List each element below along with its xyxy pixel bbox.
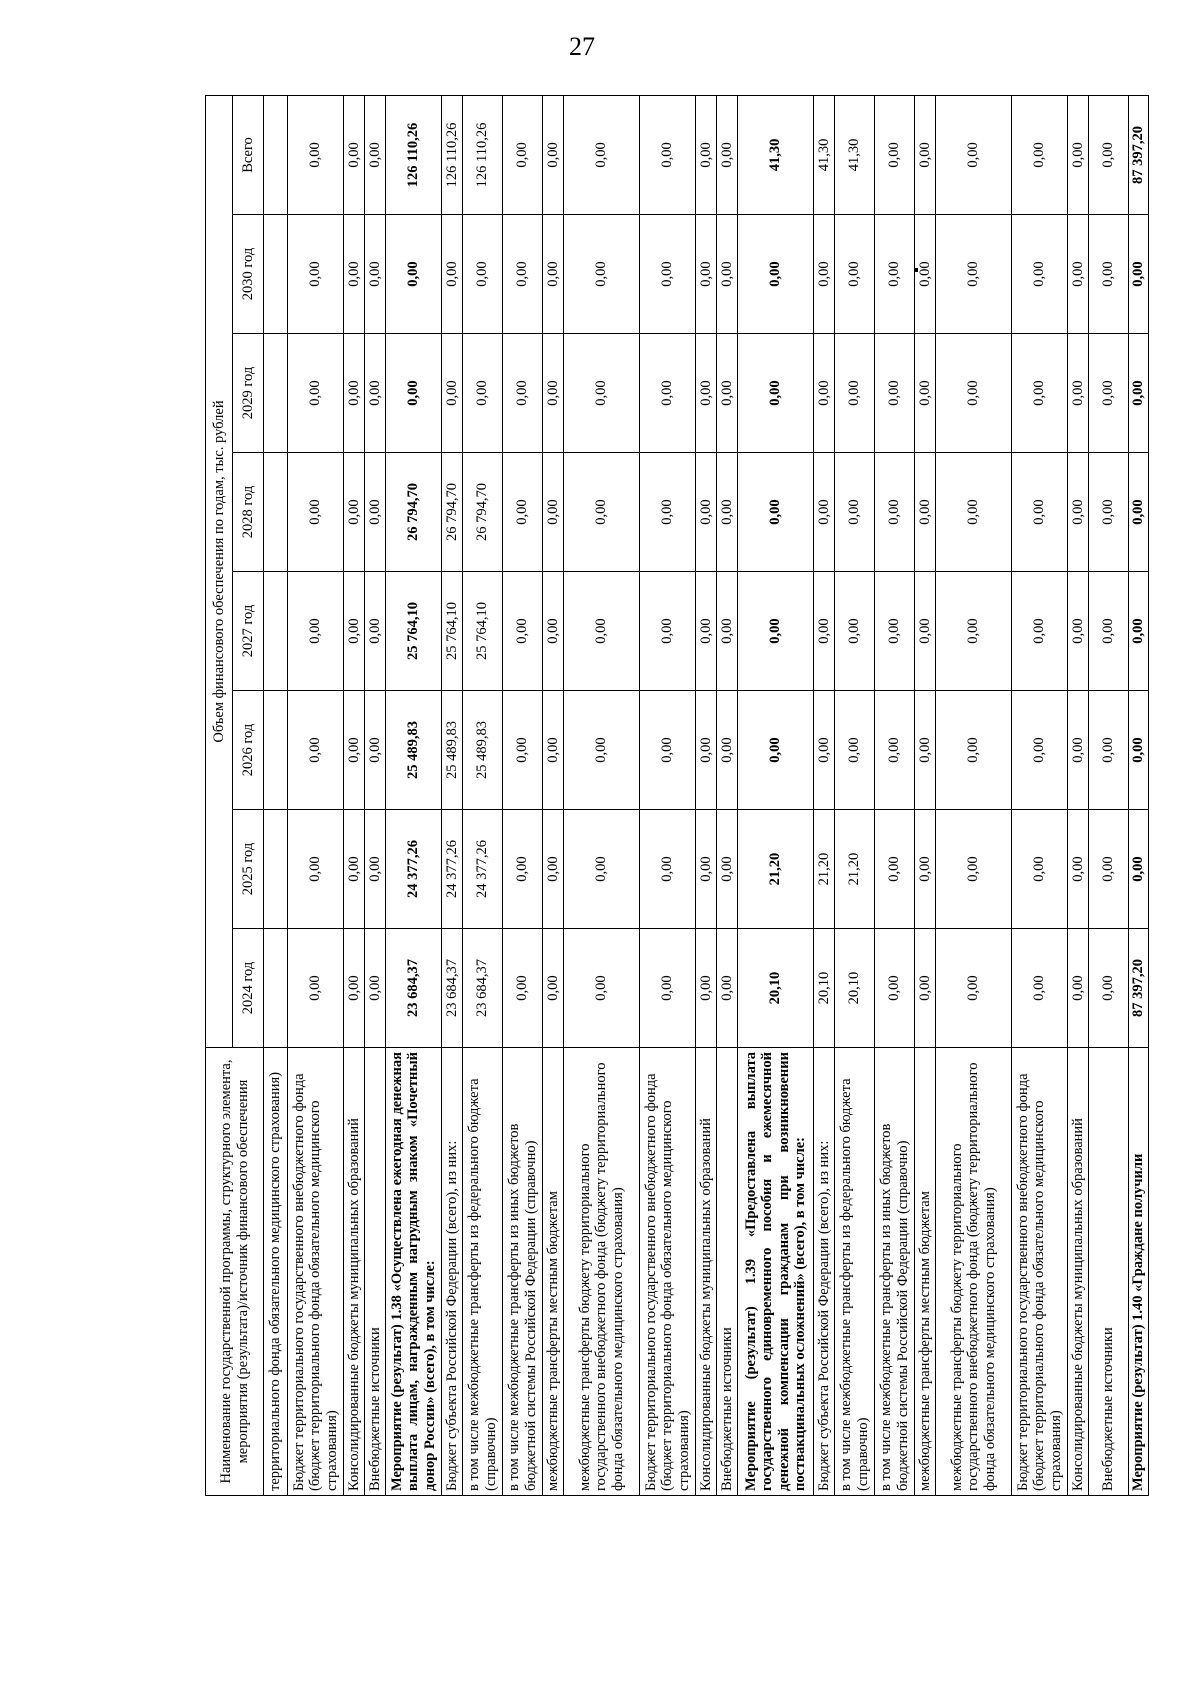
row-value-cell: 0,00 xyxy=(1089,572,1129,691)
row-value-cell: 0,00 xyxy=(814,334,835,453)
row-value-cell: 0,00 xyxy=(564,215,640,334)
row-value-cell: 0,00 xyxy=(1068,215,1089,334)
row-value-cell: 24 377,26 xyxy=(386,810,442,929)
row-value-cell: 0,00 xyxy=(288,334,344,453)
table-row xyxy=(463,95,503,1495)
row-value-cell: 0,00 xyxy=(1089,691,1129,810)
row-value-cell: 0,00 xyxy=(1089,453,1129,572)
row-value-cell: 0,00 xyxy=(1129,691,1149,810)
row-value-cell: 0,00 xyxy=(288,215,344,334)
row-value-cell: 0,00 xyxy=(835,453,875,572)
table-row xyxy=(386,95,442,1495)
row-value-cell: 0,00 xyxy=(288,453,344,572)
row-value-cell: 0,00 xyxy=(386,215,442,334)
row-value-cell: 0,00 xyxy=(564,572,640,691)
table-row xyxy=(264,95,288,1495)
row-value-cell: 0,00 xyxy=(1129,453,1149,572)
row-value-cell: 87 397,20 xyxy=(1129,95,1149,214)
row-value-cell: 0,00 xyxy=(503,810,543,929)
table-row xyxy=(835,95,875,1495)
row-value-cell: 0,00 xyxy=(1129,572,1149,691)
row-value-cell: 0,00 xyxy=(640,572,696,691)
row-value-cell xyxy=(264,95,288,214)
row-value-cell: 0,00 xyxy=(835,215,875,334)
row-value-cell: 0,00 xyxy=(543,453,564,572)
table-row xyxy=(442,95,463,1495)
row-value-cell: 0,00 xyxy=(875,810,915,929)
row-value-cell: 0,00 xyxy=(1129,810,1149,929)
row-source-name: Мероприятие (результат) 1.38 «Осуществлена ежегодная денежная выплата лицам, награжденным нагрудным знаком «Почетный донор России» (всего), в том числе: xyxy=(386,1048,442,1496)
row-value-cell: 0,00 xyxy=(543,810,564,929)
financing-table-rotated xyxy=(205,96,1147,1496)
row-value-cell: 87 397,20 xyxy=(1129,929,1149,1048)
row-value-cell: 0,00 xyxy=(875,691,915,810)
row-value-cell: 0,00 xyxy=(386,334,442,453)
header-total: Всего xyxy=(233,95,264,214)
row-value-cell: 0,00 xyxy=(564,810,640,929)
row-source-name: Внебюджетные источники xyxy=(365,1048,386,1496)
row-value-cell: 0,00 xyxy=(915,691,936,810)
row-value-cell: 0,00 xyxy=(344,691,365,810)
row-value-cell: 0,00 xyxy=(365,215,386,334)
row-value-cell: 0,00 xyxy=(640,453,696,572)
row-value-cell: 126 110,26 xyxy=(463,95,503,214)
row-value-cell: 25 489,83 xyxy=(386,691,442,810)
row-value-cell: 21,20 xyxy=(835,810,875,929)
row-value-cell: 24 377,26 xyxy=(442,810,463,929)
row-value-cell: 0,00 xyxy=(875,929,915,1048)
row-value-cell: 0,00 xyxy=(717,95,738,214)
row-value-cell: 0,00 xyxy=(875,95,915,214)
header-financing-group: Объем финансового обеспечения по годам, тыс. рублей xyxy=(206,95,233,1047)
row-value-cell: 21,20 xyxy=(814,810,835,929)
row-source-name: Бюджет территориального государственного внебюджетного фонда (бюджет территориального фонда обязательного медицинского страхования) xyxy=(640,1048,696,1496)
row-value-cell: 0,00 xyxy=(1089,95,1129,214)
table-row xyxy=(288,95,344,1495)
row-value-cell: 0,00 xyxy=(288,810,344,929)
row-value-cell: 0,00 xyxy=(915,810,936,929)
row-value-cell xyxy=(264,929,288,1048)
row-value-cell: 0,00 xyxy=(936,810,1012,929)
table-row xyxy=(814,95,835,1495)
row-value-cell: 0,00 xyxy=(1089,929,1129,1048)
row-value-cell: 0,00 xyxy=(717,572,738,691)
row-value-cell: 0,00 xyxy=(696,453,717,572)
row-value-cell: 0,00 xyxy=(564,334,640,453)
page-number: 27 xyxy=(569,32,595,61)
row-value-cell: 26 794,70 xyxy=(463,453,503,572)
row-value-cell xyxy=(264,572,288,691)
row-value-cell: 23 684,37 xyxy=(442,929,463,1048)
row-source-name: Бюджет территориального государственного внебюджетного фонда (бюджет территориального фонда обязательного медицинского страхования) xyxy=(288,1048,344,1496)
header-year-2026: 2026 год xyxy=(233,691,264,810)
table-body xyxy=(264,95,1149,1495)
row-value-cell: 0,00 xyxy=(1012,572,1068,691)
row-value-cell: 0,00 xyxy=(543,215,564,334)
row-value-cell: 0,00 xyxy=(738,572,814,691)
row-value-cell: 0,00 xyxy=(696,572,717,691)
row-source-name: межбюджетные трансферты бюджету территориального государственного внебюджетного фонда (бюджету территориального фонда обязательного медицинского страхования) xyxy=(564,1048,640,1496)
row-value-cell: 0,00 xyxy=(1012,453,1068,572)
header-year-2028: 2028 год xyxy=(233,453,264,572)
row-source-name: в том числе межбюджетные трансферты из федерального бюджета (справочно) xyxy=(835,1048,875,1496)
row-value-cell: 0,00 xyxy=(1089,810,1129,929)
row-value-cell: 0,00 xyxy=(717,334,738,453)
row-value-cell: 0,00 xyxy=(814,215,835,334)
header-year-2025: 2025 год xyxy=(233,810,264,929)
row-value-cell: 0,00 xyxy=(1012,215,1068,334)
row-value-cell: 0,00 xyxy=(936,453,1012,572)
row-value-cell: 0,00 xyxy=(365,95,386,214)
row-value-cell: 24 377,26 xyxy=(463,810,503,929)
row-value-cell: 0,00 xyxy=(503,572,543,691)
row-value-cell: 0,00 xyxy=(543,572,564,691)
header-year-2027: 2027 год xyxy=(233,572,264,691)
table-row xyxy=(738,95,814,1495)
row-value-cell: 0,00 xyxy=(503,453,543,572)
row-value-cell: 0,00 xyxy=(1068,95,1089,214)
row-value-cell: 26 794,70 xyxy=(386,453,442,572)
row-value-cell: 23 684,37 xyxy=(463,929,503,1048)
row-value-cell xyxy=(264,810,288,929)
table-row xyxy=(1129,95,1149,1495)
row-value-cell: 0,00 xyxy=(717,810,738,929)
row-value-cell: 0,00 xyxy=(936,95,1012,214)
row-value-cell: 0,00 xyxy=(344,453,365,572)
row-value-cell: 0,00 xyxy=(442,334,463,453)
row-value-cell: 0,00 xyxy=(344,95,365,214)
row-source-name: Консолидированные бюджеты муниципальных образований xyxy=(696,1048,717,1496)
header-name-column: Наименование государственной программы, структурного элемента, мероприятия (результата)/источник финансового обеспечения xyxy=(206,1048,264,1496)
row-value-cell: 25 764,10 xyxy=(463,572,503,691)
row-value-cell: 0,00 xyxy=(696,95,717,214)
row-value-cell: 0,00 xyxy=(738,453,814,572)
row-value-cell: 0,00 xyxy=(365,810,386,929)
row-value-cell: 0,00 xyxy=(696,810,717,929)
row-value-cell: 25 764,10 xyxy=(386,572,442,691)
row-value-cell: 0,00 xyxy=(463,215,503,334)
row-value-cell: 0,00 xyxy=(640,929,696,1048)
table-row xyxy=(503,95,543,1495)
row-value-cell: 0,00 xyxy=(1068,810,1089,929)
row-value-cell: 25 764,10 xyxy=(442,572,463,691)
row-value-cell: 0,00 xyxy=(738,215,814,334)
row-value-cell: 0,00 xyxy=(564,691,640,810)
row-value-cell: 0,00 xyxy=(365,691,386,810)
row-value-cell: 0,00 xyxy=(365,572,386,691)
row-value-cell: 0,00 xyxy=(503,215,543,334)
row-source-name: межбюджетные трансферты местным бюджетам xyxy=(543,1048,564,1496)
header-year-2030: 2030 год xyxy=(233,215,264,334)
row-value-cell: 0,00 xyxy=(875,572,915,691)
row-value-cell: 0,00 xyxy=(1068,572,1089,691)
row-source-name: территориального фонда обязательного медицинского страхования) xyxy=(264,1048,288,1496)
row-value-cell: 0,00 xyxy=(915,334,936,453)
row-value-cell: 0,00 xyxy=(344,810,365,929)
row-value-cell: 0,00 xyxy=(717,691,738,810)
table-row xyxy=(344,95,365,1495)
table-row xyxy=(1012,95,1068,1495)
row-value-cell: 41,30 xyxy=(738,95,814,214)
row-value-cell: 0,00 xyxy=(1012,929,1068,1048)
table-row xyxy=(543,95,564,1495)
row-value-cell: 0,00 xyxy=(936,334,1012,453)
row-value-cell: 0,00 xyxy=(835,691,875,810)
row-value-cell xyxy=(264,691,288,810)
row-value-cell: 0,00 xyxy=(936,572,1012,691)
table-row xyxy=(564,95,640,1495)
row-value-cell: 23 684,37 xyxy=(386,929,442,1048)
table-row xyxy=(365,95,386,1495)
row-value-cell: 0,00 xyxy=(365,334,386,453)
row-value-cell: 0,00 xyxy=(1089,334,1129,453)
row-value-cell: 20,10 xyxy=(835,929,875,1048)
row-value-cell: 21,20 xyxy=(738,810,814,929)
row-value-cell: 0,00 xyxy=(1068,691,1089,810)
row-value-cell: 0,00 xyxy=(1068,334,1089,453)
row-value-cell: 0,00 xyxy=(543,691,564,810)
row-value-cell: 0,00 xyxy=(915,95,936,214)
row-value-cell: 0,00 xyxy=(936,929,1012,1048)
row-source-name: в том числе межбюджетные трансферты из федерального бюджета (справочно) xyxy=(463,1048,503,1496)
row-value-cell: 0,00 xyxy=(738,334,814,453)
row-value-cell: 0,00 xyxy=(696,691,717,810)
row-value-cell: 0,00 xyxy=(288,691,344,810)
row-value-cell: 0,00 xyxy=(696,215,717,334)
row-source-name: в том числе межбюджетные трансферты из иных бюджетов бюджетной системы Российской Федерации (справочно) xyxy=(503,1048,543,1496)
row-value-cell: 0,00 xyxy=(442,215,463,334)
row-value-cell: 0,00 xyxy=(344,334,365,453)
row-source-name: Бюджет субъекта Российской Федерации (всего), из них: xyxy=(442,1048,463,1496)
row-value-cell: 0,00 xyxy=(543,929,564,1048)
table-header xyxy=(206,95,264,1495)
row-value-cell: 0,00 xyxy=(738,691,814,810)
row-value-cell: 26 794,70 xyxy=(442,453,463,572)
row-value-cell: 0,00 xyxy=(814,691,835,810)
row-source-name: Мероприятие (результат) 1.39 «Предоставлена выплата государственного единовременного пособия и ежемесячной денежной компенсации гражданам при возникновении поствакцинальных осложнений» (всего), в том числе: xyxy=(738,1048,814,1496)
row-value-cell: 0,00 xyxy=(936,691,1012,810)
table-row xyxy=(696,95,717,1495)
row-source-name: Бюджет территориального государственного внебюджетного фонда (бюджет территориального фонда обязательного медицинского страхования) xyxy=(1012,1048,1068,1496)
row-value-cell: 0,00 xyxy=(835,572,875,691)
row-value-cell: 0,00 xyxy=(936,215,1012,334)
row-value-cell: 126 110,26 xyxy=(386,95,442,214)
row-source-name: в том числе межбюджетные трансферты из иных бюджетов бюджетной системы Российской Федерации (справочно) xyxy=(875,1048,915,1496)
row-value-cell: 25 489,83 xyxy=(442,691,463,810)
financing-table xyxy=(205,95,1149,1496)
row-value-cell: 0,00 xyxy=(875,334,915,453)
row-value-cell: 0,00 xyxy=(915,572,936,691)
row-value-cell: 0,00 xyxy=(915,215,936,334)
row-value-cell: 0,00 xyxy=(814,572,835,691)
row-value-cell: 0,00 xyxy=(1068,453,1089,572)
row-value-cell: 0,00 xyxy=(503,929,543,1048)
table-row xyxy=(640,95,696,1495)
row-source-name: Мероприятие (результат) 1.40 «Граждане получили xyxy=(1129,1048,1149,1496)
row-value-cell: 0,00 xyxy=(288,95,344,214)
row-value-cell xyxy=(264,215,288,334)
row-value-cell: 0,00 xyxy=(564,929,640,1048)
table-row xyxy=(915,95,936,1495)
table-row xyxy=(717,95,738,1495)
row-value-cell: 0,00 xyxy=(640,95,696,214)
row-value-cell: 0,00 xyxy=(915,453,936,572)
row-value-cell: 0,00 xyxy=(1129,215,1149,334)
row-source-name: межбюджетные трансферты местным бюджетам xyxy=(915,1048,936,1496)
row-value-cell: 0,00 xyxy=(543,334,564,453)
row-value-cell: 0,00 xyxy=(835,334,875,453)
row-source-name: Консолидированные бюджеты муниципальных образований xyxy=(1068,1048,1089,1496)
row-value-cell: 126 110,26 xyxy=(442,95,463,214)
row-value-cell: 0,00 xyxy=(717,929,738,1048)
table-row xyxy=(936,95,1012,1495)
row-value-cell: 0,00 xyxy=(640,810,696,929)
row-value-cell: 0,00 xyxy=(564,453,640,572)
row-value-cell: 0,00 xyxy=(640,215,696,334)
row-value-cell: 0,00 xyxy=(564,95,640,214)
row-value-cell: 0,00 xyxy=(1012,810,1068,929)
row-value-cell: 20,10 xyxy=(814,929,835,1048)
row-value-cell xyxy=(264,453,288,572)
row-value-cell: 0,00 xyxy=(503,95,543,214)
row-source-name: Консолидированные бюджеты муниципальных образований xyxy=(344,1048,365,1496)
row-value-cell: 25 489,83 xyxy=(463,691,503,810)
row-value-cell: 0,00 xyxy=(1068,929,1089,1048)
row-value-cell: 0,00 xyxy=(1012,95,1068,214)
row-value-cell: 0,00 xyxy=(717,215,738,334)
row-value-cell: 0,00 xyxy=(463,334,503,453)
row-value-cell: 0,00 xyxy=(1129,334,1149,453)
header-year-2029: 2029 год xyxy=(233,334,264,453)
row-value-cell: 0,00 xyxy=(915,929,936,1048)
row-source-name: Внебюджетные источники xyxy=(717,1048,738,1496)
row-value-cell: 0,00 xyxy=(696,334,717,453)
row-value-cell: 0,00 xyxy=(288,572,344,691)
row-value-cell: 0,00 xyxy=(640,691,696,810)
header-year-2024: 2024 год xyxy=(233,929,264,1048)
row-value-cell: 0,00 xyxy=(543,95,564,214)
row-value-cell: 0,00 xyxy=(1012,691,1068,810)
row-value-cell: 0,00 xyxy=(503,691,543,810)
row-value-cell: 0,00 xyxy=(1012,334,1068,453)
row-value-cell: 0,00 xyxy=(503,334,543,453)
row-value-cell: 0,00 xyxy=(344,215,365,334)
table-row xyxy=(875,95,915,1495)
row-source-name: межбюджетные трансферты бюджету территориального государственного внебюджетного фонда (бюджету территориального фонда обязательного медицинского страхования) xyxy=(936,1048,1012,1496)
row-value-cell: 0,00 xyxy=(288,929,344,1048)
row-value-cell: 0,00 xyxy=(365,453,386,572)
row-value-cell: 41,30 xyxy=(835,95,875,214)
table-row xyxy=(1068,95,1089,1495)
row-value-cell: 0,00 xyxy=(640,334,696,453)
row-value-cell: 0,00 xyxy=(365,929,386,1048)
row-value-cell: 41,30 xyxy=(814,95,835,214)
row-value-cell: 0,00 xyxy=(717,453,738,572)
row-value-cell: 0,00 xyxy=(1089,215,1129,334)
row-value-cell: 0,00 xyxy=(344,929,365,1048)
row-value-cell: 0,00 xyxy=(875,453,915,572)
row-value-cell: 0,00 xyxy=(344,572,365,691)
row-value-cell: 0,00 xyxy=(696,929,717,1048)
row-value-cell: 0,00 xyxy=(814,453,835,572)
row-value-cell: 0,00 xyxy=(875,215,915,334)
row-source-name: Внебюджетные источники xyxy=(1089,1048,1129,1496)
row-value-cell xyxy=(264,334,288,453)
row-source-name: Бюджет субъекта Российской Федерации (всего), из них: xyxy=(814,1048,835,1496)
row-value-cell: 20,10 xyxy=(738,929,814,1048)
table-row xyxy=(1089,95,1129,1495)
